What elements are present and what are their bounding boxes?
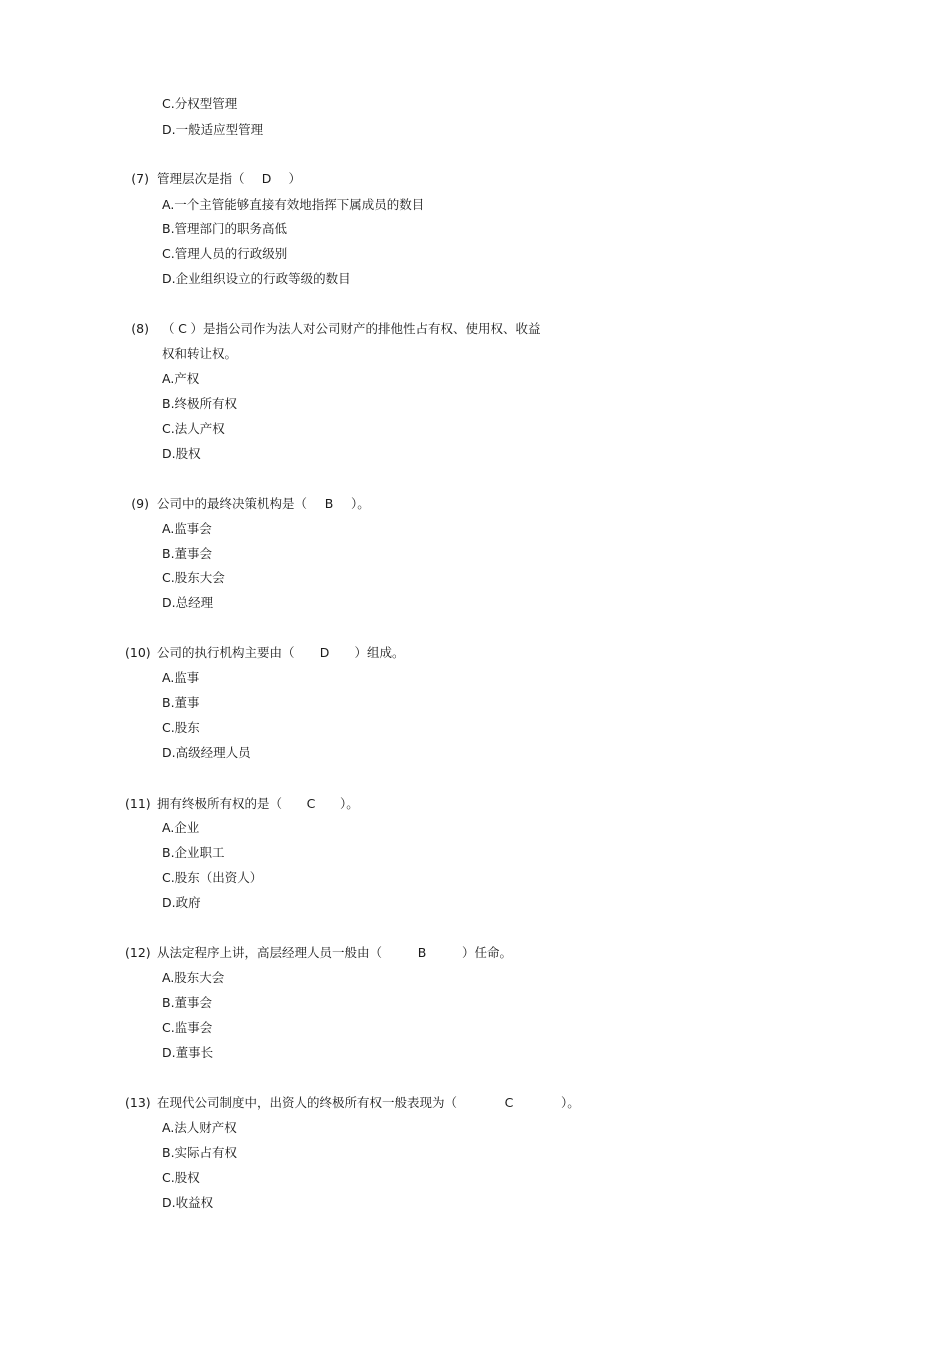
- question-number: (13): [125, 1095, 151, 1110]
- answer-letter: C: [504, 1095, 514, 1110]
- option-item: D.一般适应型管理: [162, 122, 264, 137]
- option-item: B.企业职工: [162, 845, 225, 860]
- option-item: D.政府: [162, 895, 201, 910]
- stem-text: ）: [288, 171, 302, 186]
- answer-letter: B: [324, 496, 334, 511]
- question-stem: [162, 321, 541, 337]
- question-stem: [157, 1095, 580, 1111]
- question-number: (10): [125, 645, 151, 660]
- question-stem: [157, 945, 512, 961]
- option-item: B.终极所有权: [162, 396, 238, 411]
- stem-text: ）。: [351, 496, 370, 511]
- answer-letter: D: [319, 645, 330, 660]
- question-number: (9): [131, 496, 149, 511]
- stem-text: ）组成。: [354, 645, 405, 660]
- option-item: C.股东: [162, 720, 200, 735]
- option-item: B.董事: [162, 695, 200, 710]
- stem-text: ）。: [561, 1095, 580, 1110]
- option-item: D.董事长: [162, 1045, 214, 1060]
- option-item: C.股权: [162, 1170, 200, 1185]
- stem-text: 在现代公司制度中，出资人的终极所有权一般表现为（: [157, 1095, 458, 1110]
- option-item: A.监事: [162, 670, 200, 685]
- option-item: C.股东（出资人）: [162, 870, 263, 885]
- stem-text: 拥有终极所有权的是（: [157, 796, 283, 811]
- option-item: A.企业: [162, 820, 200, 835]
- stem-text: 公司的执行机构主要由（: [157, 645, 295, 660]
- option-item: A.股东大会: [162, 970, 225, 985]
- question-number: (7): [131, 171, 149, 186]
- answer-letter: B: [417, 945, 427, 960]
- stem-text: 公司中的最终决策机构是（: [157, 496, 308, 511]
- option-item: A.法人财产权: [162, 1120, 237, 1135]
- option-item: A.一个主管能够直接有效地指挥下属成员的数目: [162, 197, 425, 212]
- question-stem: [157, 796, 359, 812]
- option-item: D.股权: [162, 446, 201, 461]
- question-stem: [157, 645, 405, 661]
- option-item: B.实际占有权: [162, 1145, 238, 1160]
- question-stem: [157, 496, 370, 512]
- option-item: C.监事会: [162, 1020, 213, 1035]
- option-item: C.股东大会: [162, 570, 225, 585]
- stem-text: ）任命。: [462, 945, 513, 960]
- stem-text: 管理层次是指（: [157, 171, 245, 186]
- stem-text: （: [162, 321, 175, 336]
- answer-letter: C: [306, 796, 316, 811]
- option-item: C.管理人员的行政级别: [162, 246, 288, 261]
- option-item: A.监事会: [162, 521, 212, 536]
- question-number: (8): [131, 321, 149, 336]
- option-item: C.分权型管理: [162, 96, 238, 111]
- option-item: D.收益权: [162, 1195, 214, 1210]
- question-number: (11): [125, 796, 151, 811]
- question-stem: [157, 171, 301, 187]
- option-item: D.企业组织设立的行政等级的数目: [162, 271, 351, 286]
- option-item: B.董事会: [162, 546, 213, 561]
- answer-letter: C: [178, 321, 187, 336]
- stem-text: ）是指公司作为法人对公司财产的排他性占有权、使用权、收益: [190, 321, 541, 336]
- option-item: B.管理部门的职务高低: [162, 221, 288, 236]
- option-item: D.高级经理人员: [162, 745, 251, 760]
- option-item: B.董事会: [162, 995, 213, 1010]
- option-item: D.总经理: [162, 595, 214, 610]
- stem-text: ）。: [340, 796, 359, 811]
- answer-letter: D: [261, 171, 272, 186]
- question-number: (12): [125, 945, 151, 960]
- option-item: A.产权: [162, 371, 200, 386]
- question-stem-continuation: 权和转让权。: [162, 346, 238, 361]
- option-item: C.法人产权: [162, 421, 225, 436]
- stem-text: 从法定程序上讲，高层经理人员一般由（: [157, 945, 383, 960]
